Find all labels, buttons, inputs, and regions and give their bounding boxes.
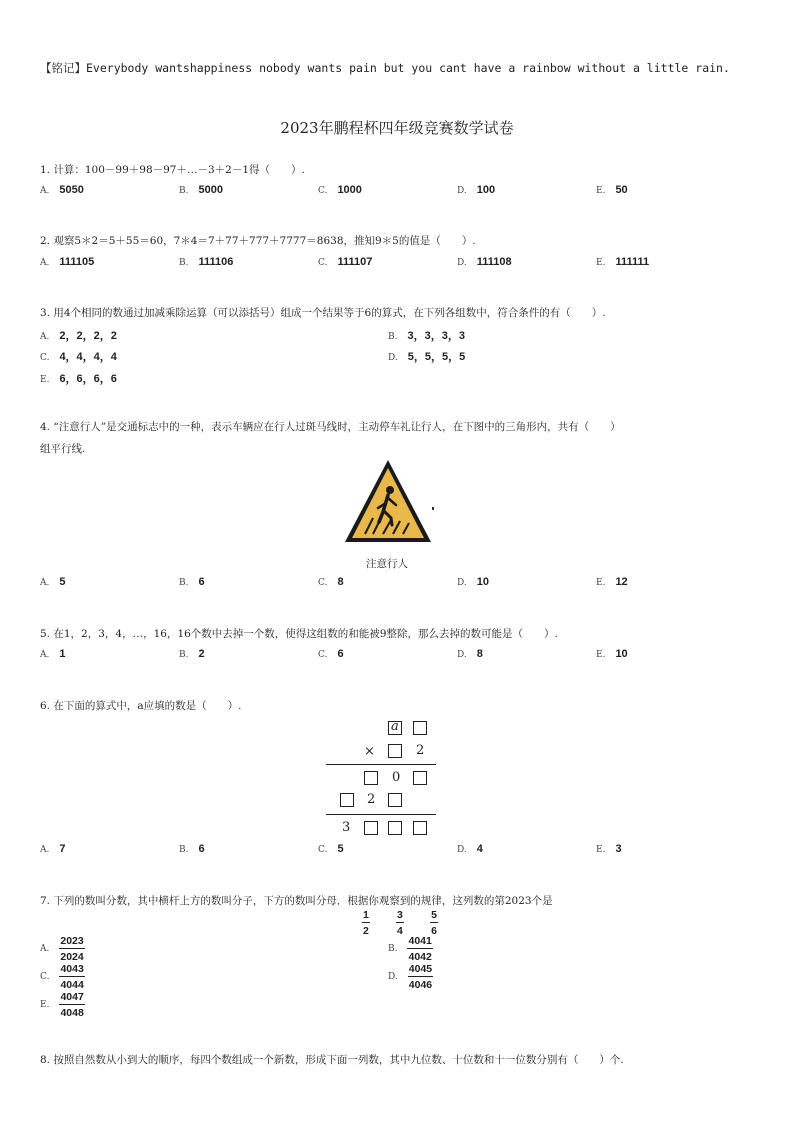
option-e[interactable]: E. 12 (596, 576, 628, 588)
multiplication-figure (320, 718, 440, 840)
fraction: $\frac{5}{6}$ (431, 909, 437, 937)
option-e[interactable]: E. 6，6，6，6 (40, 373, 117, 385)
digit-box[interactable] (388, 744, 402, 758)
question-8-stem: 8. 按照自然数从小到大的顺序，每四个数组成一个新数，形成下面一列数，其中九位数、十位数和十一位数分别有（ ）个. (40, 1054, 624, 1066)
pedestrian-warning-sign (343, 458, 433, 544)
option-e[interactable]: E. 10 (596, 648, 628, 660)
question-4-stem: 4. “注意行人”是交通标志中的一种，表示车辆应在行人过斑马线时，主动停车礼让行人，在下图中的三角形内，共有（ ） (40, 421, 621, 433)
digit-box[interactable] (413, 721, 427, 735)
option-c[interactable]: C. 1000 (318, 184, 362, 196)
option-d[interactable]: D. 8 (457, 648, 483, 660)
question-6-stem: 6. 在下面的算式中，a应填的数是（ ）. (40, 700, 242, 712)
option-b[interactable]: B. 5000 (179, 184, 223, 196)
question-3-stem: 3. 用4个相同的数通过加减乘除运算（可以添括号）组成一个结果等于6的算式，在下列各组数中，符合条件的有（ ）. (40, 307, 606, 319)
option-a[interactable]: A. 5050 (40, 184, 84, 196)
option-e[interactable]: E. 3 (596, 843, 622, 855)
option-e[interactable]: E. 111111 (596, 256, 650, 268)
digit-box[interactable] (388, 793, 402, 807)
option-b[interactable]: B. 2 (179, 648, 205, 660)
fraction: $\frac{3}{4}$ (397, 909, 403, 937)
option-c[interactable]: C. $\frac{4043}{4044}$ (40, 963, 84, 991)
option-d[interactable]: D. 10 (457, 576, 490, 588)
option-c[interactable]: C. 8 (318, 576, 344, 588)
fraction: $\frac{1}{2}$ (363, 909, 369, 937)
option-a[interactable]: A. 7 (40, 843, 66, 855)
option-e[interactable]: E. $\frac{4047}{4048}$ (40, 991, 84, 1019)
figure-caption: 注意行人 (366, 558, 408, 570)
divider-line (326, 764, 436, 765)
digit-0: 0 (392, 770, 401, 785)
option-b[interactable]: B. 6 (179, 843, 205, 855)
digit-3: 3 (342, 820, 351, 835)
digit-box[interactable] (388, 821, 402, 835)
option-d[interactable]: D. 5，5，5，5 (388, 351, 466, 363)
digit-box[interactable] (413, 821, 427, 835)
divider-line (326, 814, 436, 815)
question-5-stem: 5. 在1，2，3，4，…，16，16个数中去掉一个数，使得这组数的和能被9整除，那么去掉的数可能是（ ）. (40, 628, 558, 640)
digit-box[interactable] (413, 771, 427, 785)
question-1-stem: 1. 计算：100－99＋98－97＋…－3＋2－1得（ ）. (40, 164, 305, 176)
option-b[interactable]: B. 111106 (179, 256, 234, 268)
fraction-sequence (362, 909, 438, 937)
digit-box[interactable] (364, 821, 378, 835)
option-c[interactable]: C. 4，4，4，4 (40, 351, 117, 363)
option-b[interactable]: B. 6 (179, 576, 205, 588)
option-d[interactable]: D. 4 (457, 843, 483, 855)
option-a[interactable]: A. $\frac{2023}{2024}$ (40, 935, 84, 963)
times-sign: × (364, 744, 375, 759)
digit-box[interactable] (340, 793, 354, 807)
page-title: 2023年鹏程杯四年级竞赛数学试卷 (280, 119, 514, 137)
option-a[interactable]: A. 1 (40, 648, 66, 660)
option-c[interactable]: C. 5 (318, 843, 344, 855)
digit-2: 2 (367, 792, 376, 807)
option-a[interactable]: A. 111105 (40, 256, 95, 268)
option-d[interactable]: D. $\frac{4045}{4046}$ (388, 963, 433, 991)
option-c[interactable]: C. 6 (318, 648, 344, 660)
option-d[interactable]: D. 111108 (457, 256, 512, 268)
question-2-stem: 2. 观察5＊2＝5＋55＝60，7＊4＝7＋77＋777＋7777＝8638，推知9＊5的值是（ ）. (40, 235, 476, 247)
option-a[interactable]: A. 5 (40, 576, 66, 588)
motto-line: 【铭记】Everybody wantshappiness nobody wants pain but you cant have a rainbow without a little rain. (40, 61, 730, 75)
digit-box[interactable] (364, 771, 378, 785)
option-c[interactable]: C. 111107 (318, 256, 373, 268)
option-e[interactable]: E. 50 (596, 184, 628, 196)
option-b[interactable]: B. 3，3，3，3 (388, 330, 465, 342)
option-a[interactable]: A. 2，2，2，2 (40, 330, 117, 342)
option-b[interactable]: B. $\frac{4041}{4042}$ (388, 935, 432, 963)
option-d[interactable]: D. 100 (457, 184, 496, 196)
stray-mark (432, 507, 434, 510)
variable-a: a (391, 719, 399, 734)
digit-2: 2 (416, 743, 425, 758)
question-7-stem: 7. 下列的数叫分数，其中横杆上方的数叫分子，下方的数叫分母．根据你观察到的规律，这列数的第2023个是 (40, 895, 553, 907)
question-4-stem-cont: 组平行线. (40, 443, 86, 455)
